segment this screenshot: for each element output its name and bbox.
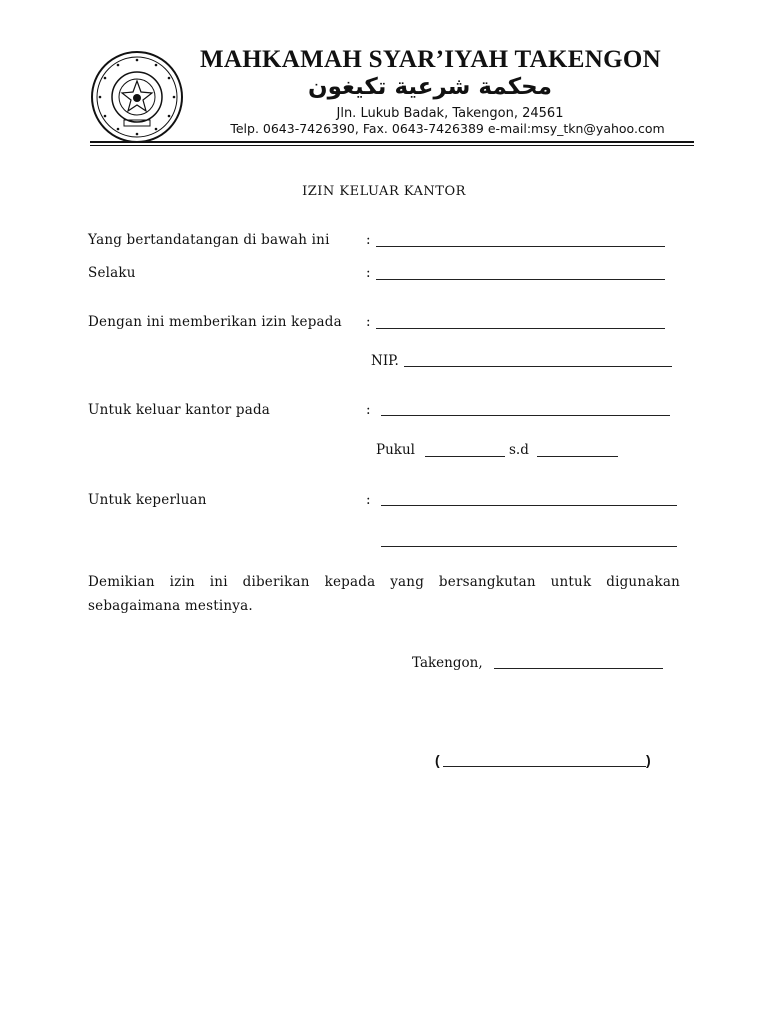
signature-paren-open: ( — [435, 752, 440, 768]
grantee-colon: : — [366, 314, 371, 330]
purpose-input-line-2[interactable] — [381, 546, 677, 547]
closing-paragraph: Demikian izin ini diberikan kepada yang bersangkutan untuk digunakan sebagaimana mestinya. — [88, 574, 680, 614]
org-name: MAHKAMAH SYAR’IYAH TAKENGON — [200, 46, 661, 73]
org-name-arabic: محكمة شرعية تكيغون — [308, 74, 552, 100]
grantee-label: Dengan ini memberikan izin kepada — [88, 314, 342, 330]
purpose-label: Untuk keperluan — [88, 492, 207, 508]
nip-label: NIP. — [371, 353, 399, 369]
document-title: IZIN KELUAR KANTOR — [302, 184, 466, 199]
signer-input-line[interactable] — [376, 246, 665, 247]
nip-input-line[interactable] — [404, 366, 672, 367]
position-label: Selaku — [88, 265, 136, 281]
time-to-input-line[interactable] — [537, 456, 618, 457]
letterhead-divider — [90, 141, 694, 143]
letterhead-divider-thin — [90, 145, 694, 146]
time-from-input-line[interactable] — [425, 456, 505, 457]
place-date-input-line[interactable] — [494, 668, 663, 669]
signer-colon: : — [366, 232, 371, 248]
place-date-label: Takengon, — [412, 655, 483, 671]
position-input-line[interactable] — [376, 279, 665, 280]
court-seal-logo — [90, 50, 184, 144]
signature-name-line[interactable] — [443, 766, 646, 767]
org-address: Jln. Lukub Badak, Takengon, 24561 — [336, 106, 564, 121]
date-colon: : — [366, 402, 371, 418]
org-contact: Telp. 0643-7426390, Fax. 0643-7426389 e-mail:msy_tkn@yahoo.com — [230, 121, 665, 136]
signature-paren-close: ) — [646, 752, 651, 768]
time-until-label: s.d — [509, 442, 529, 458]
date-label: Untuk keluar kantor pada — [88, 402, 271, 418]
grantee-input-line[interactable] — [376, 328, 665, 329]
purpose-colon: : — [366, 492, 371, 508]
time-label: Pukul — [376, 442, 415, 458]
purpose-input-line-1[interactable] — [381, 505, 677, 506]
position-colon: : — [366, 265, 371, 281]
signer-label: Yang bertandatangan di bawah ini — [88, 232, 330, 248]
date-input-line[interactable] — [381, 415, 670, 416]
